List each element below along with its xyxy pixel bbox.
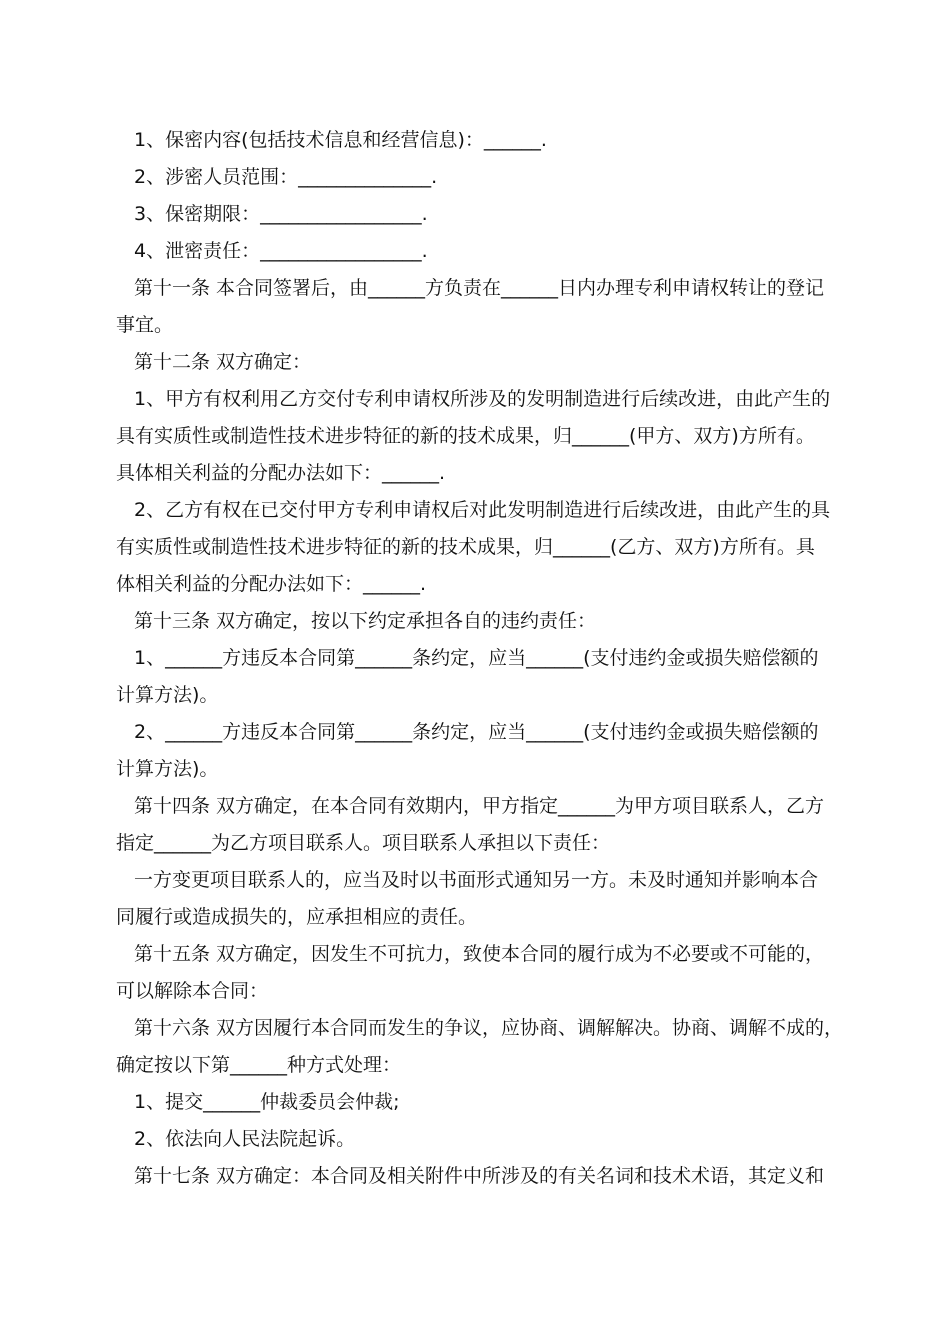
text-line: 计算方法)。: [116, 758, 219, 780]
text-line: 3、保密期限：_________________.: [134, 203, 428, 225]
text-line: 第十一条 本合同签署后，由______方负责在______日内办理专利申请权转让的登记: [134, 277, 825, 299]
text-line: 确定按以下第______种方式处理：: [116, 1054, 402, 1076]
text-line: 第十五条 双方确定，因发生不可抗力，致使本合同的履行成为不必要或不可能的，: [134, 943, 825, 965]
text-line: 2、涉密人员范围：______________.: [134, 166, 438, 188]
text-line: 2、依法向人民法院起诉。: [134, 1128, 356, 1150]
text-line: 事宜。: [116, 314, 174, 336]
text-line: 第十六条 双方因履行本合同而发生的争议，应协商、调解解决。协商、调解不成的，: [134, 1017, 844, 1039]
text-line: 有实质性或制造性技术进步特征的新的技术成果，归______(乙方、双方)方所有。具: [116, 536, 815, 558]
text-line: 4、泄密责任：_________________.: [134, 240, 428, 262]
text-line: 1、______方违反本合同第______条约定，应当______(支付违约金或损失赔偿额的: [134, 647, 819, 669]
text-line: 指定______为乙方项目联系人。项目联系人承担以下责任：: [116, 832, 611, 854]
text-line: 2、______方违反本合同第______条约定，应当______(支付违约金或损失赔偿额的: [134, 721, 819, 743]
text-line: 具有实质性或制造性技术进步特征的新的技术成果，归______(甲方、双方)方所有。: [116, 425, 815, 447]
text-line: 第十二条 双方确定：: [134, 351, 312, 373]
text-line: 2、乙方有权在已交付甲方专利申请权后对此发明制造进行后续改进，由此产生的具: [134, 499, 831, 521]
text-line: 1、保密内容(包括技术信息和经营信息)：______.: [134, 129, 547, 151]
text-line: 1、提交______仲裁委员会仲裁;: [134, 1091, 400, 1113]
text-line: 同履行或造成损失的，应承担相应的责任。: [116, 906, 478, 928]
text-line: 计算方法)。: [116, 684, 219, 706]
text-line: 可以解除本合同：: [116, 980, 269, 1002]
text-line: 一方变更项目联系人的，应当及时以书面形式通知另一方。未及时通知并影响本合: [134, 869, 819, 891]
text-line: 第十三条 双方确定，按以下约定承担各自的违约责任：: [134, 610, 597, 632]
text-line: 具体相关利益的分配办法如下：______.: [116, 462, 446, 484]
text-line: 体相关利益的分配办法如下：______.: [116, 573, 427, 595]
text-line: 第十七条 双方确定：本合同及相关附件中所涉及的有关名词和技术术语，其定义和: [134, 1165, 825, 1187]
text-line: 1、甲方有权利用乙方交付专利申请权所涉及的发明制造进行后续改进，由此产生的: [134, 388, 831, 410]
text-line: 第十四条 双方确定，在本合同有效期内，甲方指定______为甲方项目联系人，乙方: [134, 795, 825, 817]
